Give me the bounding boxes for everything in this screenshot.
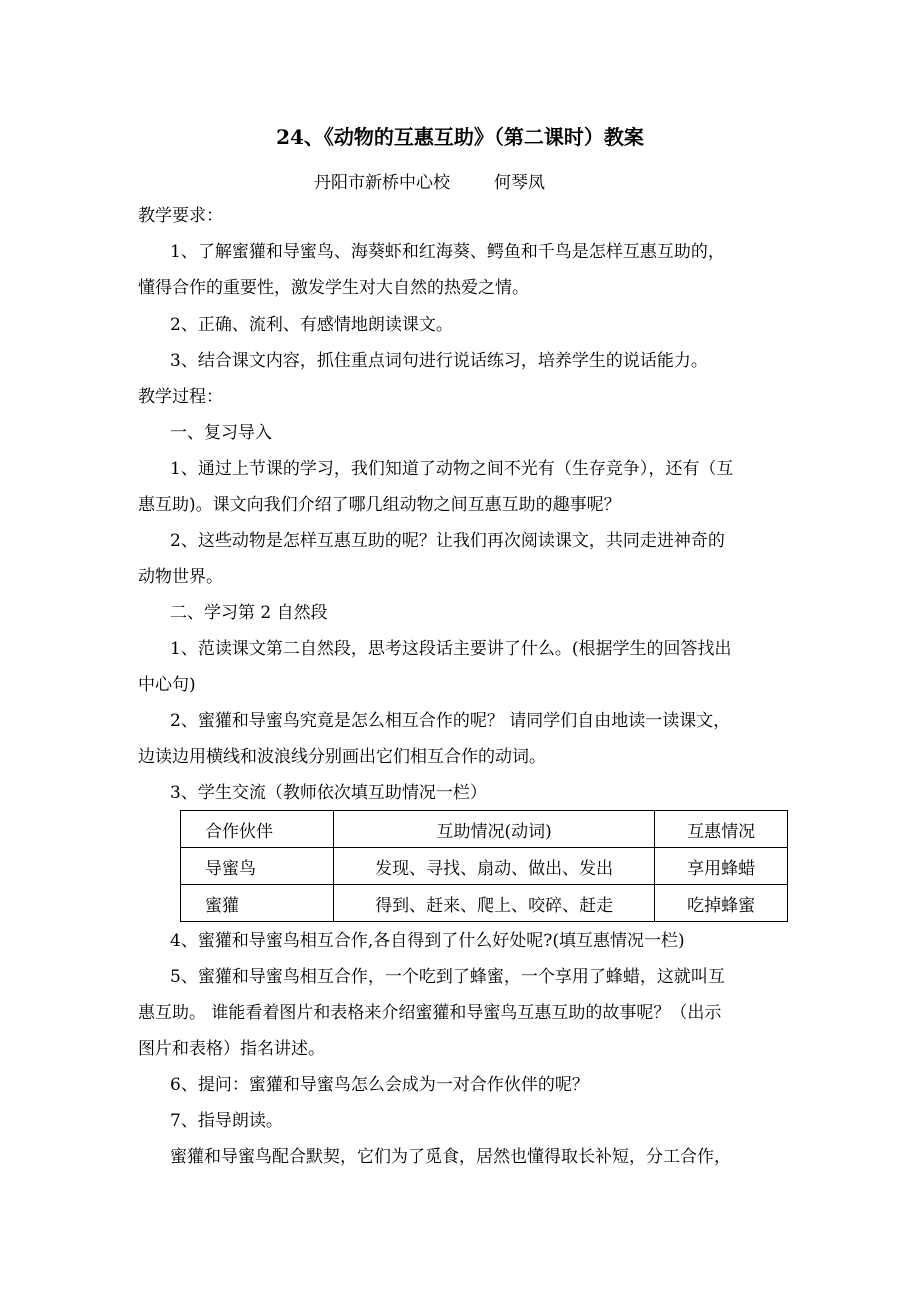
requirements-heading: 教学要求： xyxy=(138,206,223,226)
table-cell: 导蜜鸟 xyxy=(181,848,334,885)
table-cell: 享用蜂蜡 xyxy=(655,848,788,885)
section1-item-1-line2: 惠互助)。课文向我们介绍了哪几组动物之间互惠互助的趣事呢？ xyxy=(138,495,621,515)
section1-item-2-line2: 动物世界。 xyxy=(138,567,223,587)
section2-item-1-line2: 中心句) xyxy=(138,675,196,695)
table-header-row xyxy=(181,811,788,848)
table-row xyxy=(181,848,788,885)
table-row xyxy=(181,885,788,922)
section2-item-4: 4、蜜獾和导蜜鸟相互合作,各自得到了什么好处呢?(填互惠情况一栏) xyxy=(170,931,685,951)
section2-item-3: 3、学生交流（教师依次填互助情况一栏） xyxy=(170,783,487,803)
document-title: 24、《动物的互惠互助》（第二课时）教案 xyxy=(276,125,644,149)
requirement-2: 2、正确、流利、有感情地朗读课文。 xyxy=(170,315,453,335)
section2-item-5-line3: 图片和表格）指名讲述。 xyxy=(138,1039,325,1059)
requirement-3: 3、结合课文内容，抓住重点词句进行说话练习，培养学生的说话能力。 xyxy=(170,351,708,371)
section2-item-2-line1: 2、蜜獾和导蜜鸟究竟是怎么相互合作的呢？ 请同学们自由地读一读课文， xyxy=(170,711,731,731)
table-cell: 发现、寻找、扇动、做出、发出 xyxy=(333,848,654,885)
table-cell: 得到、赶来、爬上、咬碎、赶走 xyxy=(333,885,654,922)
author-school: 丹阳市新桥中心校 xyxy=(314,173,450,193)
section2-item-7: 7、指导朗读。 xyxy=(170,1111,283,1131)
requirement-1-line2: 懂得合作的重要性，激发学生对大自然的热爱之情。 xyxy=(138,278,529,298)
section1-item-2-line1: 2、这些动物是怎样互惠互助的呢？让我们再次阅读课文，共同走进神奇的 xyxy=(170,531,725,551)
table-cell: 吃掉蜂蜜 xyxy=(655,885,788,922)
section2-heading: 二、学习第 2 自然段 xyxy=(170,603,328,623)
cooperation-table xyxy=(180,810,788,922)
section2-item-5-line1: 5、蜜獾和导蜜鸟相互合作，一个吃到了蜂蜜，一个享用了蜂蜡，这就叫互 xyxy=(170,967,725,987)
reading-passage-line: 蜜獾和导蜜鸟配合默契，它们为了觅食，居然也懂得取长补短，分工合作， xyxy=(170,1147,731,1167)
table-header-cell: 合作伙伴 xyxy=(181,811,334,848)
table-header-cell: 互助情况(动词) xyxy=(333,811,654,848)
section1-heading: 一、复习导入 xyxy=(170,423,272,443)
section2-item-5-line2: 惠互助。 谁能看着图片和表格来介绍蜜獾和导蜜鸟互惠互助的故事呢？（出示 xyxy=(138,1003,722,1023)
section1-item-1-line1: 1、通过上节课的学习，我们知道了动物之间不光有（生存竞争），还有（互 xyxy=(170,459,734,479)
section2-item-2-line2: 边读边用横线和波浪线分别画出它们相互合作的动词。 xyxy=(138,747,546,767)
table-cell: 蜜獾 xyxy=(181,885,334,922)
table-header-cell: 互惠情况 xyxy=(655,811,788,848)
section2-item-1-line1: 1、范读课文第二自然段，思考这段话主要讲了什么。(根据学生的回答找出 xyxy=(170,639,732,659)
process-heading: 教学过程： xyxy=(138,387,223,407)
author-line xyxy=(314,172,545,194)
section2-item-6: 6、提问：蜜獾和导蜜鸟怎么会成为一对合作伙伴的呢？ xyxy=(170,1075,589,1095)
requirement-1-line1: 1、了解蜜獾和导蜜鸟、海葵虾和红海葵、鳄鱼和千鸟是怎样互惠互助的， xyxy=(170,242,725,262)
author-name: 何琴凤 xyxy=(494,173,545,193)
